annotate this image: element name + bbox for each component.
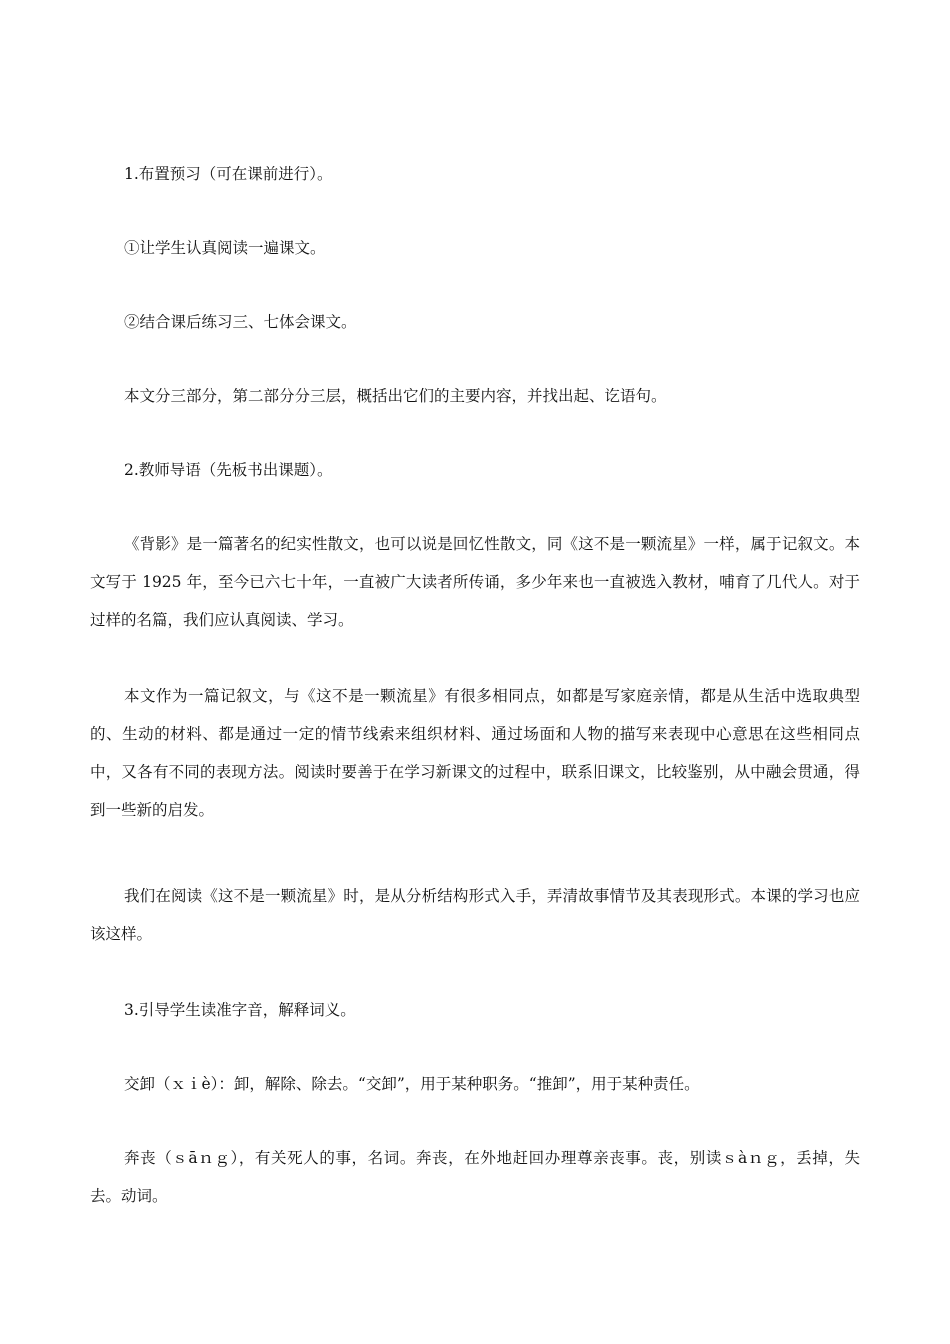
paragraph-read-text: ①让学生认真阅读一遍课文。 [124, 239, 326, 257]
paragraph-reading-method: 我们在阅读《这不是一颗流星》时，是从分析结构形式入手，弄清故事情节及其表现形式。本课的学习也应该这样。 [90, 887, 860, 943]
paragraph-vocab-jiaoxie: 交卸（ｘｉè）：卸，解除、除去。“交卸”，用于某种职务。“推卸”，用于某种责任。 [124, 1075, 700, 1093]
paragraph-exercise: ②结合课后练习三、七体会课文。 [124, 313, 357, 331]
paragraph-vocab-bensang: 奔丧（ｓāｎｇ），有关死人的事，名词。奔丧，在外地赶回办理尊亲丧事。丧，别读ｓàｎｇ，丢掉，失去。动词。 [90, 1149, 860, 1205]
paragraph-comparison: 本文作为一篇记叙文，与《这不是一颗流星》有很多相同点，如都是写家庭亲情，都是从生活中选取典型的、生动的材料、都是通过一定的情节线索来组织材料、通过场面和人物的描写来表现中心意思在这些相同点中，又各有不同的表现方法。阅读时要善于在学习新课文的过程中，联系旧课文，比较鉴别，从中融会贯通，得到一些新的启发。 [90, 687, 860, 819]
paragraph-teacher-intro: 2.教师导语（先板书出课题）。 [124, 461, 333, 479]
paragraph-preview-assignment: 1.布置预习（可在课前进行）。 [124, 165, 333, 183]
paragraph-beiying-intro: 《背影》是一篇著名的纪实性散文，也可以说是回忆性散文，同《这不是一颗流星》一样，属于记叙文。本文写于 1925 年，至今已六七十年，一直被广大读者所传诵，多少年来也一直被选入教材，哺育了几代人。对于过样的名篇，我们应认真阅读、学习。 [90, 535, 860, 629]
paragraph-pronunciation: 3.引导学生读准字音，解释词义。 [124, 1001, 356, 1019]
paragraph-structure: 本文分三部分，第二部分分三层，概括出它们的主要内容，并找出起、讫语句。 [124, 387, 667, 405]
